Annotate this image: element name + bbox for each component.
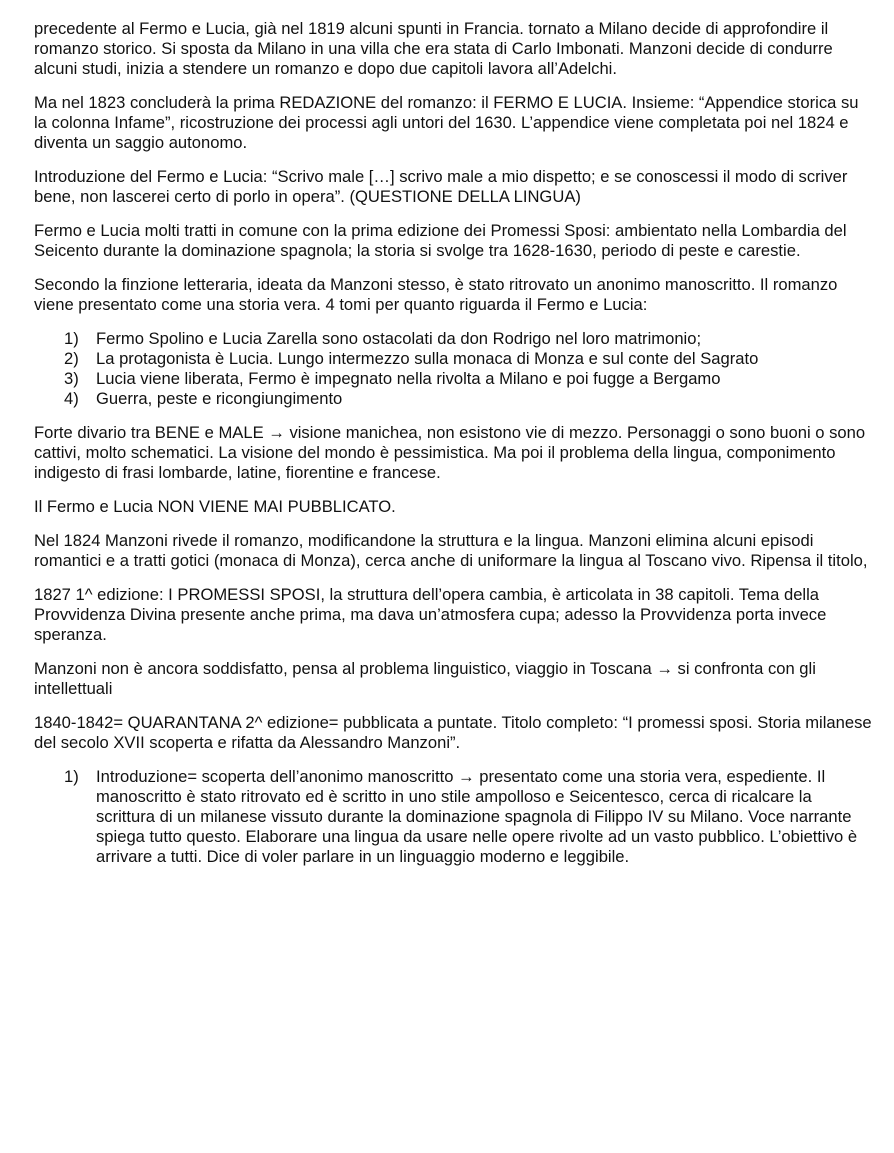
- list-item: [34, 767, 872, 867]
- paragraph-introduction-quote: Introduzione del Fermo e Lucia: “Scrivo male […] scrivo male a mio dispetto; e se conoscessi il modo di scriver bene, non lascerei certo di porlo in opera”. (QUESTIONE DELLA LINGUA): [34, 167, 848, 206]
- paragraph-good-evil: Forte divario tra BENE e MALE → visione manichea, non esistono vie di mezzo. Personaggi o sono buoni o sono cattivi, molto schematici. La visione del mondo è pessimistica. Ma poi il problema della lingua, componimento indigesto di frasi lombarde, latine, fiorentine e francese.: [34, 423, 866, 482]
- paragraph-quarantana: 1840-1842= QUARANTANA 2^ edizione= pubblicata a puntate. Titolo completo: “I promessi sposi. Storia milanese del secolo XVII scoperta e rifatta da Alessandro Manzoni”.: [34, 713, 872, 752]
- paragraph-tuscany-trip: Manzoni non è ancora soddisfatto, pensa al problema linguistico, viaggio in Toscana → si confronta con gli intellettuali: [34, 659, 816, 698]
- list-item: [34, 369, 872, 389]
- list-item: [34, 349, 872, 369]
- paragraph-never-published: Il Fermo e Lucia NON VIENE MAI PUBBLICATO.: [34, 497, 396, 516]
- paragraph-revision-1824: Nel 1824 Manzoni rivede il romanzo, modificandone la struttura e la lingua. Manzoni elimina alcuni episodi romantici e a tratti gotici (monaca di Monza), cerca anche di uniformare la lingua al Toscano vivo. Ripensa il titolo,: [34, 531, 868, 570]
- list-item-text: Introduzione= scoperta dell’anonimo manoscritto → presentato come una storia vera, espediente. Il manoscritto è stato ritrovato ed è scritto in uno stile ampolloso e Seicentesco, cerca di ricalcare la scrittura di un milanese vissuto durante la dominazione spagnola di Filippo IV su Milano. Voce narrante spiega tutto questo. Elaborare una lingua da usare nelle opere rivolte ad un vasto pubblico. L’obiettivo è arrivare a tutti. Dice di voler parlare in un linguaggio moderno e leggibile.: [96, 767, 858, 866]
- list-item-number: 3): [64, 369, 79, 388]
- list-item-number: 2): [64, 349, 79, 368]
- paragraph-first-draft: Ma nel 1823 concluderà la prima REDAZIONE del romanzo: il FERMO E LUCIA. Insieme: “Appendice storica su la colonna Infame”, ricostruzione dei processi agli untori del 1630. L’appendice viene completata poi nel 1824 e diventa un saggio autonomo.: [34, 93, 859, 152]
- list-tomi: [34, 329, 872, 409]
- list-item: [34, 329, 872, 349]
- list-item-text: Fermo Spolino e Lucia Zarella sono ostacolati da don Rodrigo nel loro matrimonio;: [96, 329, 702, 348]
- list-item-text: La protagonista è Lucia. Lungo intermezzo sulla monaca di Monza e sul conte del Sagrato: [96, 349, 759, 368]
- paragraph-literary-fiction: Secondo la finzione letteraria, ideata da Manzoni stesso, è stato ritrovato un anonimo manoscritto. Il romanzo viene presentato come una storia vera. 4 tomi per quanto riguarda il Fermo e Lucia:: [34, 275, 838, 314]
- paragraph-origins: precedente al Fermo e Lucia, già nel 1819 alcuni spunti in Francia. tornato a Milano decide di approfondire il romanzo storico. Si sposta da Milano in una villa che era stata di Carlo Imbonati. Manzoni decide di condurre alcuni studi, inizia a stendere un romanzo e dopo due capitoli lavora all’Adelchi.: [34, 19, 833, 78]
- list-item-text: Lucia viene liberata, Fermo è impegnato nella rivolta a Milano e poi fugge a Bergamo: [96, 369, 721, 388]
- list-item-number: 4): [64, 389, 79, 408]
- list-item-text: Guerra, peste e ricongiungimento: [96, 389, 343, 408]
- paragraph-common-traits: Fermo e Lucia molti tratti in comune con la prima edizione dei Promessi Sposi: ambientato nella Lombardia del Seicento durante la dominazione spagnola; la storia si svolge tra 1628-1630, periodo di peste e carestie.: [34, 221, 847, 260]
- list-quarantana: [34, 767, 872, 867]
- paragraph-first-edition-1827: 1827 1^ edizione: I PROMESSI SPOSI, la struttura dell’opera cambia, è articolata in 38 capitoli. Tema della Provvidenza Divina presente anche prima, ma dava un’atmosfera cupa; adesso la Provvidenza porta invece speranza.: [34, 585, 827, 644]
- list-item-number: 1): [64, 329, 79, 348]
- list-item: [34, 389, 872, 409]
- list-item-number: 1): [64, 767, 79, 786]
